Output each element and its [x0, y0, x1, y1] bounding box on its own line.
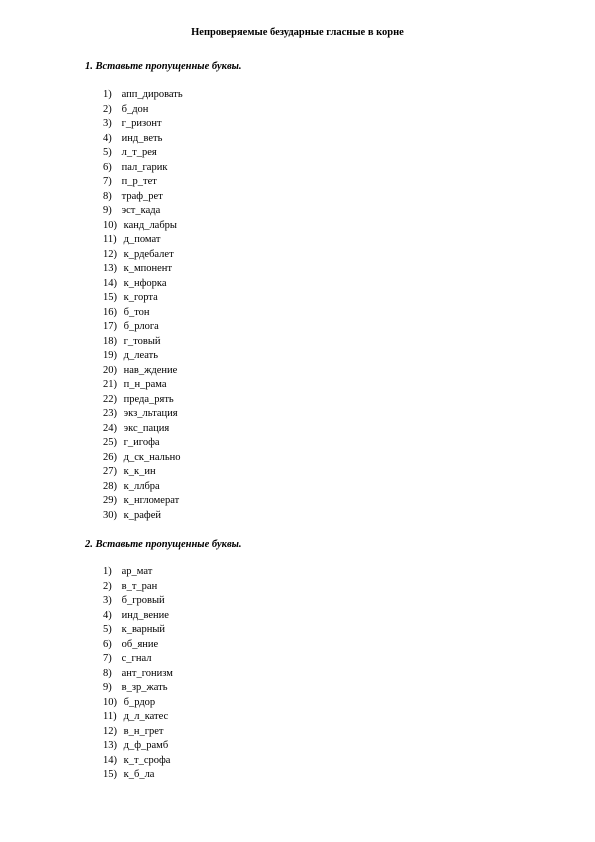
item-word: инд_веть — [121, 132, 163, 144]
item-number: 8) — [103, 190, 112, 202]
item-number: 7) — [103, 653, 112, 664]
item-number: 10) — [103, 219, 117, 231]
list-item — [103, 335, 183, 350]
item-word: б_дон — [121, 103, 149, 115]
item-word: б_рлога — [123, 321, 159, 332]
item-number: 8) — [103, 667, 112, 679]
list-item — [103, 609, 173, 624]
list-item — [103, 436, 183, 451]
item-word: с_гнал — [121, 653, 152, 664]
item-word: г_товый — [123, 335, 161, 347]
item-word: к_т_срофа — [123, 754, 171, 766]
list-item — [103, 88, 183, 103]
list-item — [103, 565, 173, 580]
list-item — [103, 161, 183, 176]
item-word: б_рдор — [123, 696, 156, 708]
item-number: 29) — [103, 495, 117, 506]
list-item — [103, 320, 183, 335]
item-number: 10) — [103, 696, 117, 708]
item-number: 4) — [103, 132, 112, 144]
item-number: 24) — [103, 422, 117, 434]
item-word: п_р_тет — [121, 176, 157, 187]
item-number: 22) — [103, 393, 117, 405]
item-number: 1) — [103, 566, 112, 577]
item-word: в_н_грет — [123, 725, 164, 737]
list-item — [103, 422, 183, 437]
item-number: 9) — [103, 682, 112, 693]
item-number: 3) — [103, 118, 112, 129]
list-item — [103, 204, 183, 219]
list-item — [103, 509, 183, 524]
item-number: 13) — [103, 263, 117, 274]
item-word: эст_када — [121, 205, 161, 216]
item-word: б_гровый — [121, 595, 165, 606]
item-word: преда_рять — [123, 393, 174, 405]
item-number: 17) — [103, 321, 117, 332]
task-1-word-list — [103, 88, 183, 523]
item-number: 13) — [103, 740, 117, 751]
item-word: к_ллбра — [123, 480, 160, 492]
item-word: к_нгломерат — [123, 495, 180, 506]
list-item — [103, 494, 183, 509]
list-item — [103, 710, 173, 725]
list-item — [103, 349, 183, 364]
task-1-heading: 1. Вставьте пропущенные буквы. — [85, 61, 242, 72]
list-item — [103, 364, 183, 379]
item-number: 23) — [103, 408, 117, 419]
list-item — [103, 117, 183, 132]
list-item — [103, 262, 183, 277]
list-item — [103, 407, 183, 422]
item-word: к_рафей — [123, 509, 161, 521]
list-item — [103, 768, 173, 783]
list-item — [103, 306, 183, 321]
item-number: 5) — [103, 624, 112, 635]
task-2-heading: 2. Вставьте пропущенные буквы. — [85, 539, 242, 550]
item-number: 28) — [103, 480, 117, 492]
item-number: 16) — [103, 306, 117, 318]
list-item — [103, 132, 183, 147]
item-word: д_леать — [123, 350, 159, 361]
item-word: к_рдебалет — [123, 248, 174, 260]
list-item — [103, 190, 183, 205]
item-word: к_мпонент — [123, 263, 172, 274]
item-word: к_к_ин — [123, 466, 156, 477]
item-word: к_б_ла — [123, 769, 155, 780]
item-number: 12) — [103, 248, 117, 260]
list-item — [103, 233, 183, 248]
item-word: п_н_рама — [123, 379, 167, 390]
item-word: д_л_катес — [123, 711, 169, 722]
list-item — [103, 291, 183, 306]
list-item — [103, 146, 183, 161]
item-word: к_нфорка — [123, 277, 167, 289]
list-item — [103, 378, 183, 393]
item-word: в_зр_жать — [121, 682, 168, 693]
item-word: д_ск_нально — [123, 451, 181, 463]
list-item — [103, 725, 173, 740]
item-word: об_яние — [121, 638, 159, 650]
item-word: к_горта — [123, 292, 158, 303]
item-word: ар_мат — [121, 566, 153, 577]
list-item — [103, 103, 183, 118]
item-number: 9) — [103, 205, 112, 216]
item-word: инд_вение — [121, 609, 169, 621]
item-number: 20) — [103, 364, 117, 376]
item-word: канд_лабры — [123, 219, 177, 231]
item-number: 18) — [103, 335, 117, 347]
item-word: экз_льтация — [123, 408, 178, 419]
item-number: 6) — [103, 638, 112, 650]
item-number: 4) — [103, 609, 112, 621]
item-word: л_т_рея — [121, 147, 157, 158]
item-number: 11) — [103, 234, 117, 245]
item-number: 30) — [103, 509, 117, 521]
list-item — [103, 277, 183, 292]
list-item — [103, 696, 173, 711]
item-word: ант_гонизм — [121, 667, 173, 679]
list-item — [103, 739, 173, 754]
item-word: пал_гарик — [121, 161, 168, 173]
list-item — [103, 594, 173, 609]
item-number: 21) — [103, 379, 117, 390]
item-word: д_помат — [123, 234, 161, 245]
list-item — [103, 393, 183, 408]
item-number: 3) — [103, 595, 112, 606]
list-item — [103, 667, 173, 682]
item-word: апп_дировать — [121, 89, 183, 100]
item-word: экс_пация — [123, 422, 170, 434]
list-item — [103, 219, 183, 234]
item-word: г_ризонт — [121, 118, 162, 129]
item-number: 2) — [103, 580, 112, 592]
list-item — [103, 580, 173, 595]
list-item — [103, 248, 183, 263]
item-number: 19) — [103, 350, 117, 361]
item-number: 14) — [103, 277, 117, 289]
item-word: б_тон — [123, 306, 150, 318]
item-number: 11) — [103, 711, 117, 722]
list-item — [103, 638, 173, 653]
item-word: к_варный — [121, 624, 165, 635]
list-item — [103, 465, 183, 480]
list-item — [103, 754, 173, 769]
item-number: 25) — [103, 437, 117, 448]
item-number: 2) — [103, 103, 112, 115]
task-2-word-list — [103, 565, 173, 783]
item-number: 15) — [103, 292, 117, 303]
item-number: 7) — [103, 176, 112, 187]
item-word: нав_ждение — [123, 364, 178, 376]
item-number: 12) — [103, 725, 117, 737]
list-item — [103, 480, 183, 495]
item-word: в_т_ран — [121, 580, 158, 592]
item-number: 27) — [103, 466, 117, 477]
item-word: д_ф_рамб — [123, 740, 169, 751]
list-item — [103, 451, 183, 466]
page-title: Непроверяемые безударные гласные в корне — [191, 27, 404, 38]
list-item — [103, 652, 173, 667]
list-item — [103, 623, 173, 638]
item-number: 15) — [103, 769, 117, 780]
list-item — [103, 681, 173, 696]
item-word: траф_рет — [121, 190, 163, 202]
list-item — [103, 175, 183, 190]
item-number: 5) — [103, 147, 112, 158]
item-number: 14) — [103, 754, 117, 766]
item-number: 26) — [103, 451, 117, 463]
item-word: г_игофа — [123, 437, 160, 448]
item-number: 1) — [103, 89, 112, 100]
item-number: 6) — [103, 161, 112, 173]
